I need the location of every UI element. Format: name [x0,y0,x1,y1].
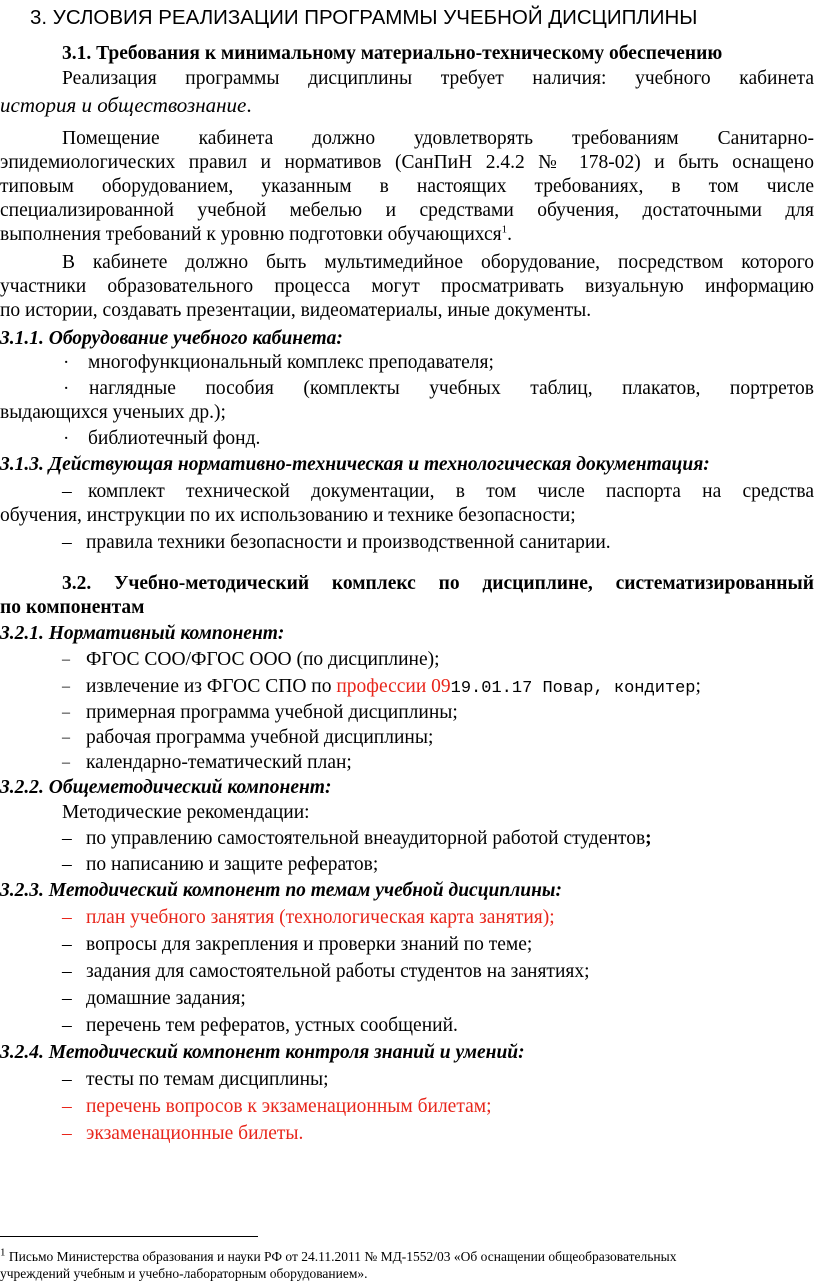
s323-item3: задания для самостоятельной работы студентов на занятиях; [86,961,590,982]
footnote-divider [0,1236,258,1237]
section-3-2-2-heading: 3.2.2. Общеметодический компонент: [0,777,332,798]
s311-item1: многофункциональный комплекс преподавателя; [88,352,494,373]
dash-marker: – [62,934,72,955]
dash-marker: – [62,854,72,875]
s321-item3: примерная программа учебной дисциплины; [86,702,458,723]
s321-item2-end: ; [695,676,701,697]
s324-item1: тесты по темам дисциплины; [86,1069,329,1090]
dash-marker: – [62,704,70,721]
s31-p2-end: . [507,224,512,245]
s321-item2-prefix: извлечение из ФГОС СПО по [86,676,337,697]
s321-item2 [86,675,701,701]
profession-code-red: профессии 09 [336,676,451,697]
s313-item1-line2: обучения, инструкции по их использованию и технике безопасности; [0,505,576,526]
section-3-2-3-heading: 3.2.3. Методический компонент по темам учебной дисциплины: [0,880,562,901]
bullet-icon: · [63,352,70,373]
s31-p2-line1: Помещение кабинета должно удовлетворять требованиям Санитарно- [62,128,814,149]
section-3-1-3-heading: 3.1.3. Действующая нормативно-техническая и технологическая документация: [0,454,710,475]
s323-item4: домашние задания; [86,988,246,1009]
dash-marker: – [62,754,70,771]
s321-item5: календарно-тематический план; [86,752,352,773]
s322-intro: Методические рекомендации: [62,802,310,823]
s322-item1-text: по управлению самостоятельной внеаудиторной работой студентов [86,828,646,849]
dash-marker: – [62,651,70,668]
s31-p2-line4: специализированной учебной мебелью и средствами обучения, достаточными для [0,200,814,221]
s321-item1: ФГОС СОО/ФГОС ООО (по дисциплине); [86,649,440,670]
s324-item3: экзаменационные билеты. [86,1123,304,1144]
footnote-ref[interactable]: 1 [501,223,508,236]
footnote-line1 [0,1248,676,1265]
s313-item1-line1: комплект технической документации, в том числе паспорта на средства [88,481,814,502]
dash-marker: – [62,1096,72,1117]
s324-item2: перечень вопросов к экзаменационным билетам; [86,1096,492,1117]
s322-item2: по написанию и защите рефератов; [86,854,379,875]
dash-marker: – [62,1069,72,1090]
dash-marker: – [62,532,72,553]
section-3-1-heading: 3.1. Требования к минимальному материально-техническому обеспечению [62,43,723,64]
bullet-icon: · [63,428,70,449]
dash-marker: – [62,961,72,982]
dash-marker: – [62,1015,72,1036]
s31-p2-line3: типовым оборудованием, указанным в настоящих требованиях, в том числе [0,176,814,197]
s311-item2-line1: наглядные пособия (комплекты учебных таблиц, плакатов, портретов [89,378,814,399]
bullet-icon: · [63,378,70,399]
footnote-mark: 1 [0,1246,6,1259]
s31-p2-last: выполнения требований к уровню подготовки обучающихся [0,224,502,245]
dash-marker: – [62,729,70,746]
dash-marker: – [62,481,72,502]
s323-item1: план учебного занятия (технологическая карта занятия); [86,907,555,928]
s322-item1 [86,827,652,851]
s323-item2: вопросы для закрепления и проверки знаний по теме; [86,934,533,955]
s31-p1-end: . [246,93,252,117]
s313-item2: правила техники безопасности и производственной санитарии. [86,532,611,553]
section-3-2-4-heading: 3.2.4. Методический компонент контроля знаний и умений: [0,1042,525,1063]
s311-item3: библиотечный фонд. [88,428,261,449]
footnote-text-1: Письмо Министерства образования и науки РФ от 24.11.2011 № МД-1552/03 «Об оснащении общеобразовательных [8,1249,677,1264]
section-3-2-1-heading: 3.2.1. Нормативный компонент: [0,623,285,644]
profession-name-mono: 19.01.17 Повар, кондитер [450,679,696,698]
s323-item5: перечень тем рефератов, устных сообщений. [86,1015,458,1036]
s31-p1-line1: Реализация программы дисциплины требует наличия: учебного кабинета [62,68,814,89]
s321-item4: рабочая программа учебной дисциплины; [86,727,434,748]
s31-p2-line2: эпидемиологических правил и нормативов (СанПиН 2.4.2 № 178-02) и быть оснащено [0,152,814,173]
cabinet-name: история и обществознание [0,93,247,117]
page-title: 3. УСЛОВИЯ РЕАЛИЗАЦИИ ПРОГРАММЫ УЧЕБНОЙ ДИСЦИПЛИНЫ [30,6,698,29]
s31-p2-line5 [0,223,512,247]
dash-marker: – [62,907,72,928]
s31-p3-line1: В кабинете должно быть мультимедийное оборудование, посредством которого [62,252,814,273]
dash-marker: – [62,678,70,695]
s322-item1-end: ; [645,828,652,849]
section-3-1-1-heading: 3.1.1. Оборудование учебного кабинета: [0,328,343,349]
section-3-2-heading-line2: по компонентам [0,597,145,618]
s31-p1-line2 [0,93,252,117]
dash-marker: – [62,1123,72,1144]
s31-p3-line2: участники образовательного процесса могут просматривать визуальную информацию [0,276,814,297]
s311-item2-line2: выдающихся ученыих др.); [0,402,226,423]
s31-p3-line3: по истории, создавать презентации, видеоматериалы, иные документы. [0,300,592,321]
section-3-2-heading-line1: 3.2. Учебно-методический комплекс по дисциплине, систематизированный [62,573,814,594]
dash-marker: – [62,988,72,1009]
dash-marker: – [62,828,72,849]
footnote-line2: учреждений учебным и учебно-лабораторным оборудованием». [0,1266,368,1281]
